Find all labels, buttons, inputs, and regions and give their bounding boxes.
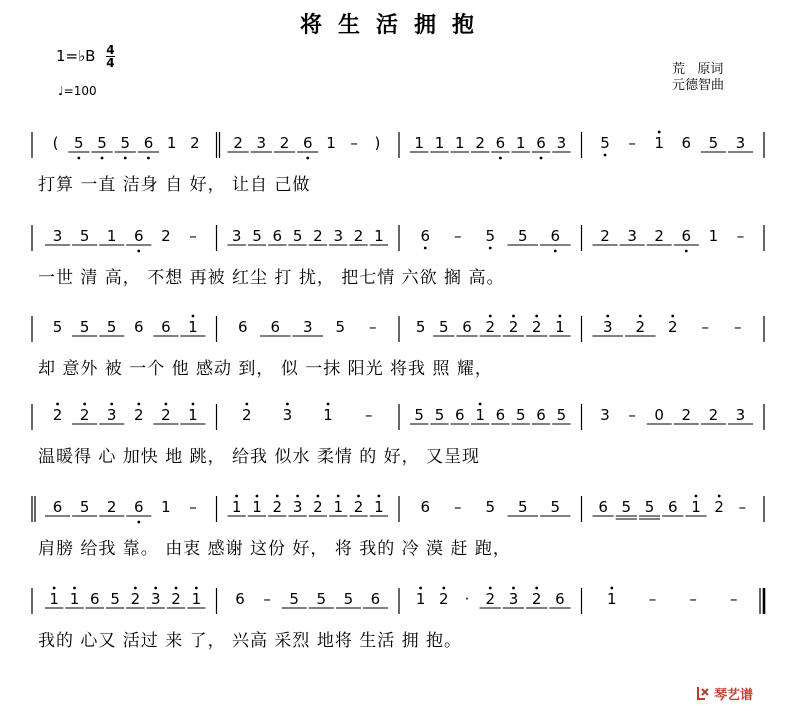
note: 6: [52, 498, 63, 516]
note: 5: [485, 498, 496, 516]
note: 5: [79, 498, 90, 516]
lyricist-credit: 荒 原词: [672, 62, 724, 77]
high-octave-dot: [110, 403, 113, 406]
note: 6: [134, 498, 144, 516]
note: 5: [316, 590, 327, 608]
high-octave-dot: [56, 403, 59, 406]
note: 1: [455, 134, 465, 152]
note: 3: [256, 134, 267, 152]
note: 2: [106, 498, 117, 516]
high-octave-dot: [327, 403, 330, 406]
note: 3: [282, 406, 293, 424]
note: 5: [414, 406, 424, 424]
note: –: [628, 134, 636, 152]
note: 5: [708, 134, 719, 152]
high-octave-dot: [671, 315, 674, 318]
high-octave-dot: [235, 495, 238, 498]
high-octave-dot: [489, 315, 492, 318]
high-octave-dot: [276, 495, 279, 498]
note: 6: [495, 406, 506, 424]
note: 1: [374, 227, 384, 245]
note: 1: [515, 134, 526, 152]
low-octave-dot: [306, 157, 309, 160]
low-octave-dot: [124, 157, 127, 160]
note: 1: [333, 498, 343, 516]
note: –: [350, 134, 358, 152]
high-octave-dot: [606, 315, 609, 318]
note: 5: [252, 227, 262, 245]
lyric-line: 温暖得 心 加快 地 跳， 给我 似水 柔情 的 好， 又呈现: [38, 447, 481, 467]
note: –: [734, 318, 742, 336]
note: 1: [708, 227, 719, 245]
note: 2: [485, 590, 496, 608]
high-octave-dot: [512, 587, 515, 590]
note: 5: [106, 318, 117, 336]
note: 6: [143, 134, 154, 152]
note: ·: [464, 590, 470, 608]
note: 5: [515, 406, 526, 424]
composer-credit: 元德智曲: [672, 78, 725, 93]
high-octave-dot: [535, 315, 538, 318]
note: –: [189, 498, 197, 516]
note: 5: [79, 318, 90, 336]
note: 2: [130, 590, 141, 608]
high-octave-dot: [154, 587, 157, 590]
note: 2: [313, 227, 323, 245]
note: 5: [517, 227, 528, 245]
high-octave-dot: [357, 495, 360, 498]
note: 5: [97, 134, 107, 152]
time-sig-bottom: 4: [106, 56, 115, 70]
low-octave-dot: [554, 250, 557, 253]
high-octave-dot: [489, 587, 492, 590]
note: 6: [420, 498, 431, 516]
high-octave-dot: [286, 403, 289, 406]
note: 2: [531, 590, 542, 608]
note: 2: [171, 590, 181, 608]
note: 6: [455, 406, 465, 424]
note: 6: [272, 227, 283, 245]
note: 1: [106, 227, 117, 245]
high-octave-dot: [512, 315, 515, 318]
note: 1: [231, 498, 242, 516]
note: 5: [120, 134, 131, 152]
note: 1: [414, 134, 424, 152]
high-octave-dot: [639, 315, 642, 318]
high-octave-dot: [695, 495, 698, 498]
note: 1: [188, 318, 198, 336]
note: 5: [434, 406, 445, 424]
note: 5: [74, 134, 84, 152]
note: 6: [161, 318, 171, 336]
note: 2: [635, 318, 646, 336]
note: 2: [714, 498, 724, 516]
note: 2: [161, 227, 171, 245]
note: 1: [654, 134, 664, 152]
high-octave-dot: [296, 495, 299, 498]
note: –: [628, 406, 636, 424]
note: 3: [600, 406, 610, 424]
high-octave-dot: [175, 587, 178, 590]
note: –: [364, 406, 373, 424]
note: 6: [681, 227, 692, 245]
note: 1: [188, 406, 198, 424]
note: 6: [235, 590, 245, 608]
high-octave-dot: [192, 403, 195, 406]
note: –: [454, 498, 462, 516]
note: 2: [508, 318, 519, 336]
song-title: 将生活拥抱: [299, 13, 490, 38]
note: 2: [279, 134, 290, 152]
note: –: [648, 590, 657, 608]
note: 6: [420, 227, 431, 245]
high-octave-dot: [419, 587, 422, 590]
note: 5: [289, 590, 299, 608]
note: 5: [52, 318, 63, 336]
logo-mark-icon: [696, 685, 712, 701]
tempo-marking: ♩=100: [58, 84, 97, 98]
note: 3: [333, 227, 343, 245]
note: 1: [555, 318, 565, 336]
time-sig-top: 4: [106, 43, 115, 57]
note: –: [738, 498, 747, 516]
note: 3: [302, 318, 313, 336]
note: 1: [166, 134, 177, 152]
note: 5: [343, 590, 354, 608]
note: 3: [508, 590, 519, 608]
high-octave-dot: [134, 587, 137, 590]
high-octave-dot: [718, 495, 721, 498]
note: 3: [150, 590, 161, 608]
low-octave-dot: [499, 157, 502, 160]
note: 5: [644, 498, 655, 516]
note: 6: [495, 134, 506, 152]
note: 2: [600, 227, 610, 245]
note: –: [189, 227, 197, 245]
low-octave-dot: [604, 154, 607, 157]
note: 3: [52, 227, 63, 245]
low-octave-dot: [77, 157, 80, 160]
note: 2: [79, 406, 90, 424]
note: 6: [555, 590, 565, 608]
note: 2: [708, 406, 719, 424]
high-octave-dot: [256, 495, 259, 498]
note: 2: [667, 318, 678, 336]
low-octave-dot: [489, 247, 492, 250]
low-octave-dot: [424, 247, 427, 250]
low-octave-dot: [147, 157, 150, 160]
note: ): [374, 134, 381, 152]
note: 5: [550, 498, 561, 516]
note: 6: [681, 134, 692, 152]
note: 5: [439, 318, 449, 336]
note: 5: [415, 318, 426, 336]
note: 3: [627, 227, 637, 245]
note: 1: [691, 498, 701, 516]
high-octave-dot: [479, 403, 482, 406]
note: –: [736, 227, 745, 245]
note: 5: [621, 498, 632, 516]
note: 5: [292, 227, 303, 245]
note: 2: [313, 498, 323, 516]
note: –: [263, 590, 271, 608]
note: 2: [134, 406, 144, 424]
high-octave-dot: [442, 587, 445, 590]
note: 1: [326, 134, 336, 152]
note: 2: [475, 134, 485, 152]
high-octave-dot: [137, 403, 140, 406]
note: 1: [69, 590, 80, 608]
note: 6: [536, 134, 546, 152]
note: 3: [735, 134, 746, 152]
high-octave-dot: [337, 495, 340, 498]
note: –: [689, 590, 697, 608]
note: 2: [681, 406, 692, 424]
high-octave-dot: [558, 315, 561, 318]
note: 0: [654, 406, 664, 424]
high-octave-dot: [245, 403, 248, 406]
low-octave-dot: [137, 250, 140, 253]
note: 5: [485, 227, 496, 245]
note: 6: [598, 498, 608, 516]
note: 2: [52, 406, 63, 424]
note: 6: [536, 406, 546, 424]
note: 2: [161, 406, 171, 424]
note: 6: [237, 318, 248, 336]
note: 6: [667, 498, 678, 516]
key-label: 1=♭B: [56, 47, 96, 65]
note: 2: [485, 318, 496, 336]
note: 1: [323, 406, 333, 424]
low-octave-dot: [137, 521, 140, 524]
lyric-line: 我的 心又 活过 来 了， 兴高 采烈 地将 生活 拥 抱。: [38, 631, 463, 651]
site-logo: [696, 682, 780, 704]
note: 6: [134, 318, 144, 336]
note: 1: [415, 590, 426, 608]
note: 2: [353, 498, 364, 516]
note: 2: [242, 406, 252, 424]
note: 3: [292, 498, 303, 516]
note: 2: [233, 134, 243, 152]
note: –: [454, 227, 462, 245]
note: 6: [134, 227, 144, 245]
note: 5: [556, 406, 567, 424]
note: 6: [370, 590, 381, 608]
note: 2: [353, 227, 364, 245]
note: 2: [654, 227, 664, 245]
note: 5: [335, 318, 346, 336]
note: 3: [735, 406, 746, 424]
high-octave-dot: [73, 587, 76, 590]
note: 5: [79, 227, 90, 245]
lyric-line: 打算 一直 洁身 自 好， 让自 己做: [38, 175, 311, 195]
lyric-line: 肩膀 给我 靠。 由衷 感谢 这份 好， 将 我的 冷 漠 赶 跑，: [38, 539, 511, 559]
high-octave-dot: [610, 587, 613, 590]
note: 5: [110, 590, 120, 608]
low-octave-dot: [685, 250, 688, 253]
note: 6: [302, 134, 313, 152]
note: 1: [252, 498, 262, 516]
note: 3: [602, 318, 613, 336]
high-octave-dot: [83, 403, 86, 406]
note: 6: [550, 227, 561, 245]
logo-text: 琴艺谱: [714, 687, 754, 703]
low-octave-dot: [101, 157, 104, 160]
note: 1: [607, 590, 617, 608]
high-octave-dot: [658, 131, 661, 134]
note: 3: [106, 406, 117, 424]
lyric-line: 一世 清 高， 不想 再被 红尘 打 扰， 把七情 六欲 搁 高。: [38, 268, 505, 288]
high-octave-dot: [535, 587, 538, 590]
note: –: [369, 318, 377, 336]
high-octave-dot: [317, 495, 320, 498]
note: 6: [462, 318, 472, 336]
note: 3: [556, 134, 567, 152]
lyric-line: 却 意外 被 一个 他 感动 到， 似 一抹 阳光 将我 照 耀，: [38, 359, 493, 379]
note: 6: [90, 590, 100, 608]
note: 2: [439, 590, 449, 608]
note: 1: [374, 498, 384, 516]
high-octave-dot: [53, 587, 56, 590]
note: –: [729, 590, 738, 608]
note: 2: [272, 498, 283, 516]
high-octave-dot: [192, 315, 195, 318]
note: 5: [517, 498, 528, 516]
note: 5: [600, 134, 610, 152]
note: (: [52, 134, 59, 152]
high-octave-dot: [164, 403, 167, 406]
note: 1: [49, 590, 59, 608]
high-octave-dot: [377, 495, 380, 498]
note: 1: [191, 590, 202, 608]
high-octave-dot: [195, 587, 198, 590]
low-octave-dot: [540, 157, 543, 160]
note: 3: [231, 227, 242, 245]
note: –: [701, 318, 709, 336]
note: 1: [475, 406, 485, 424]
note: 6: [270, 318, 281, 336]
note: 2: [531, 318, 542, 336]
note: 1: [434, 134, 445, 152]
note: 1: [161, 498, 171, 516]
note: 2: [190, 134, 200, 152]
